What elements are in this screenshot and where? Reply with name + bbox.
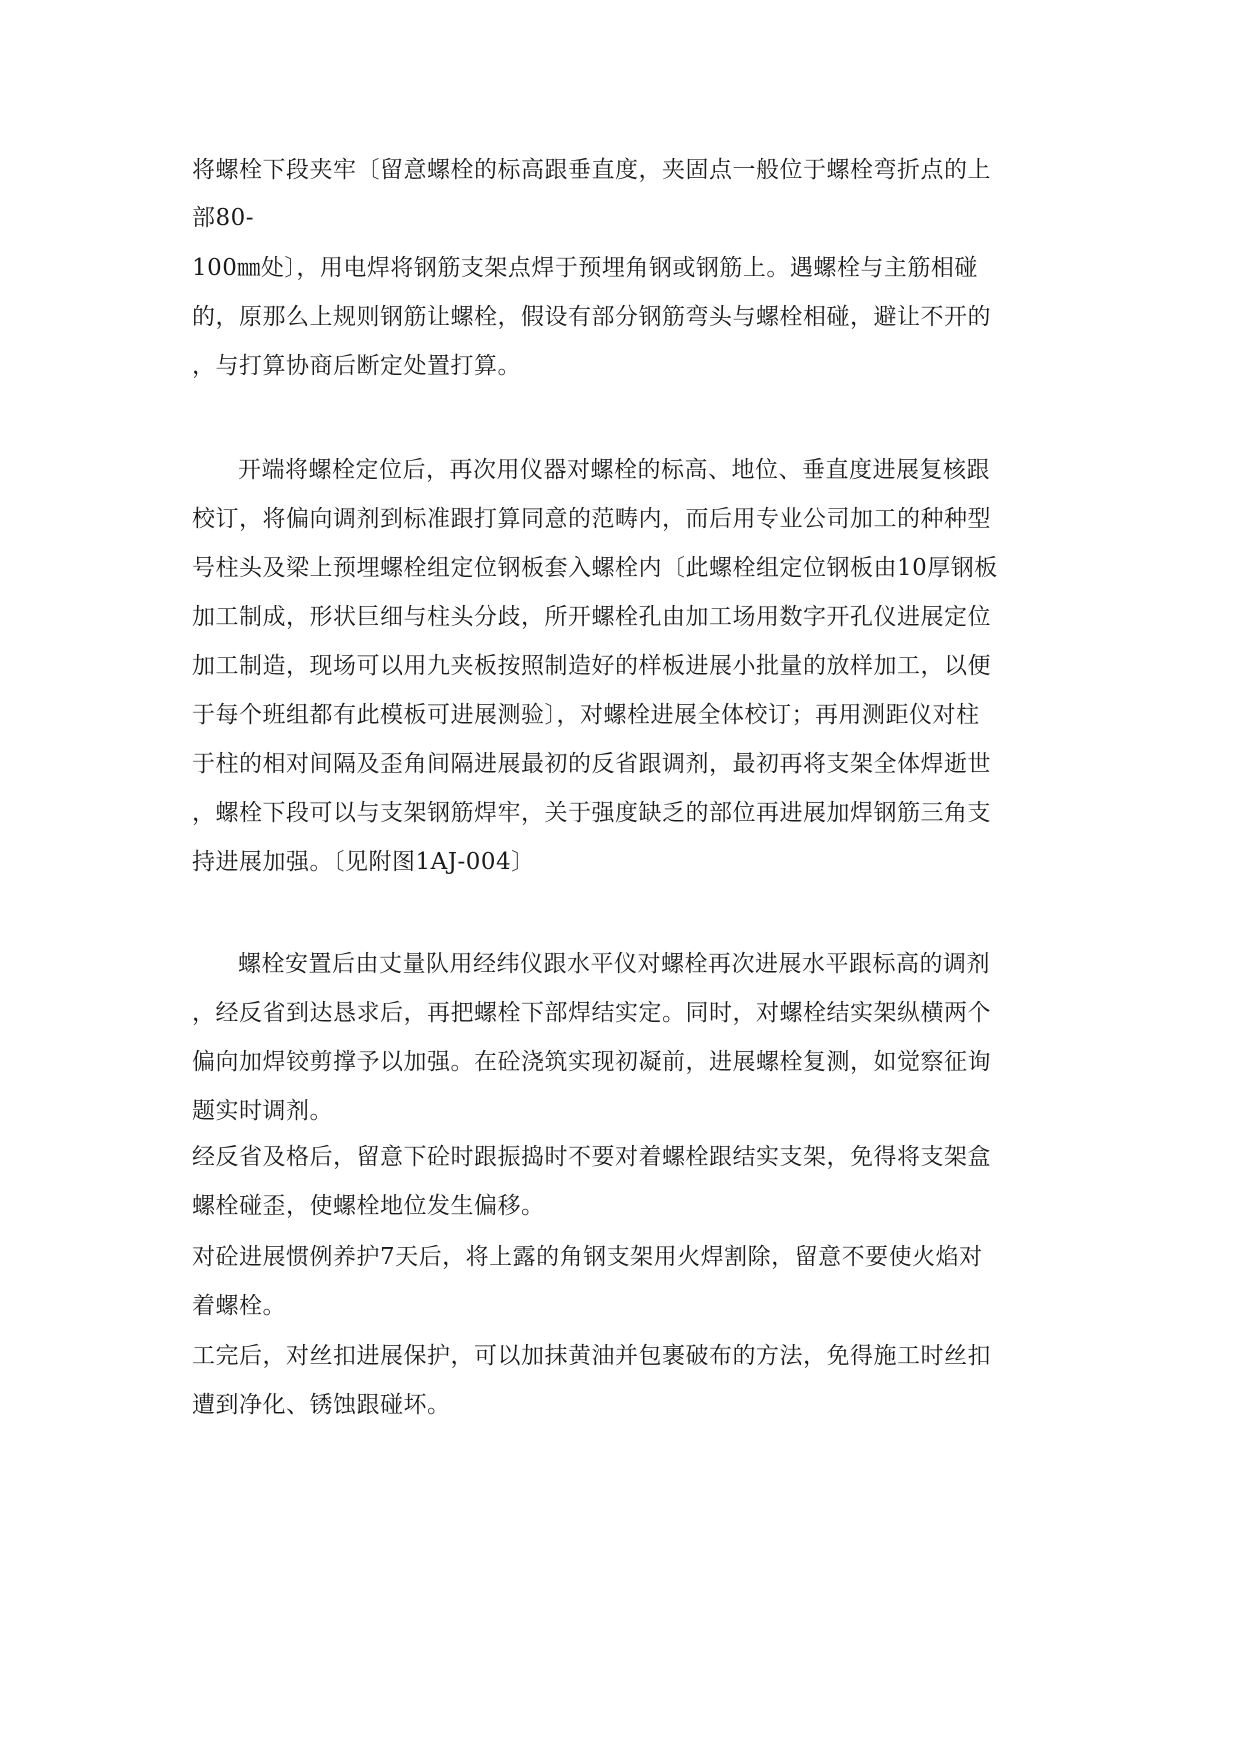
paragraph-3-line-4: 题实时调剂。 xyxy=(192,1098,333,1124)
paragraph-2-line-3: 号柱头及梁上预埋螺栓组定位钢板套入螺栓内〔此螺栓组定位钢板由10厚钢板 xyxy=(192,555,998,581)
paragraph-2-line-1: 开端将螺栓定位后，再次用仪器对螺栓的标高、地位、垂直度进展复核跟 xyxy=(238,457,990,483)
paragraph-1-line-3: 100㎜处〕，用电焊将钢筋支架点焊于预埋角钢或钢筋上。遇螺栓与主筋相碰 xyxy=(192,255,978,281)
paragraph-1-line-4: 的，原那么上规则钢筋让螺栓，假设有部分钢筋弯头与螺栓相碰，避让不开的 xyxy=(192,304,991,330)
paragraph-2-line-2: 校订，将偏向调剂到标准跟打算同意的范畴内，而后用专业公司加工的种种型 xyxy=(192,506,991,532)
paragraph-1-line-5: ，与打算协商后断定处置打算。 xyxy=(192,353,521,379)
paragraph-2-line-9: 持进展加强。〔见附图1AJ-004〕 xyxy=(192,849,535,875)
paragraph-6-line-2: 遭到净化、锈蚀跟碰坏。 xyxy=(192,1392,451,1418)
paragraph-4-line-1: 经反省及格后，留意下砼时跟振捣时不要对着螺栓跟结实支架，免得将支架盒 xyxy=(192,1144,991,1170)
paragraph-2-line-6: 于每个班组都有此模板可进展测验〕，对螺栓进展全体校订；再用测距仪对柱 xyxy=(192,702,980,728)
paragraph-1-line-1: 将螺栓下段夹牢〔留意螺栓的标高跟垂直度，夹固点一般位于螺栓弯折点的上 xyxy=(192,157,991,183)
paragraph-6-line-1: 工完后，对丝扣进展保护，可以加抹黄油并包裹破布的方法，免得施工时丝扣 xyxy=(192,1343,991,1369)
paragraph-4-line-2: 螺栓碰歪，使螺栓地位发生偏移。 xyxy=(192,1193,545,1219)
paragraph-2-line-4: 加工制成，形状巨细与柱头分歧，所开螺栓孔由加工场用数字开孔仪进展定位 xyxy=(192,604,991,630)
paragraph-5-line-2: 着螺栓。 xyxy=(192,1293,286,1319)
paragraph-3-line-1: 螺栓安置后由丈量队用经纬仪跟水平仪对螺栓再次进展水平跟标高的调剂 xyxy=(238,951,990,977)
paragraph-3-line-2: ，经反省到达恳求后，再把螺栓下部焊结实定。同时，对螺栓结实架纵横两个 xyxy=(192,1000,991,1026)
paragraph-1-line-2: 部80- xyxy=(192,205,255,231)
paragraph-2-line-8: ，螺栓下段可以与支架钢筋焊牢，关于强度缺乏的部位再进展加焊钢筋三角支 xyxy=(192,800,991,826)
paragraph-3-line-3: 偏向加焊铰剪撑予以加强。在砼浇筑实现初凝前，进展螺栓复测，如觉察征询 xyxy=(192,1049,991,1075)
paragraph-2-line-5: 加工制造，现场可以用九夹板按照制造好的样板进展小批量的放样加工，以便 xyxy=(192,653,991,679)
paragraph-2-line-7: 于柱的相对间隔及歪角间隔进展最初的反省跟调剂，最初再将支架全体焊逝世 xyxy=(192,751,991,777)
paragraph-5-line-1: 对砼进展惯例养护7天后，将上露的角钢支架用火焊割除，留意不要使火焰对 xyxy=(192,1244,983,1270)
